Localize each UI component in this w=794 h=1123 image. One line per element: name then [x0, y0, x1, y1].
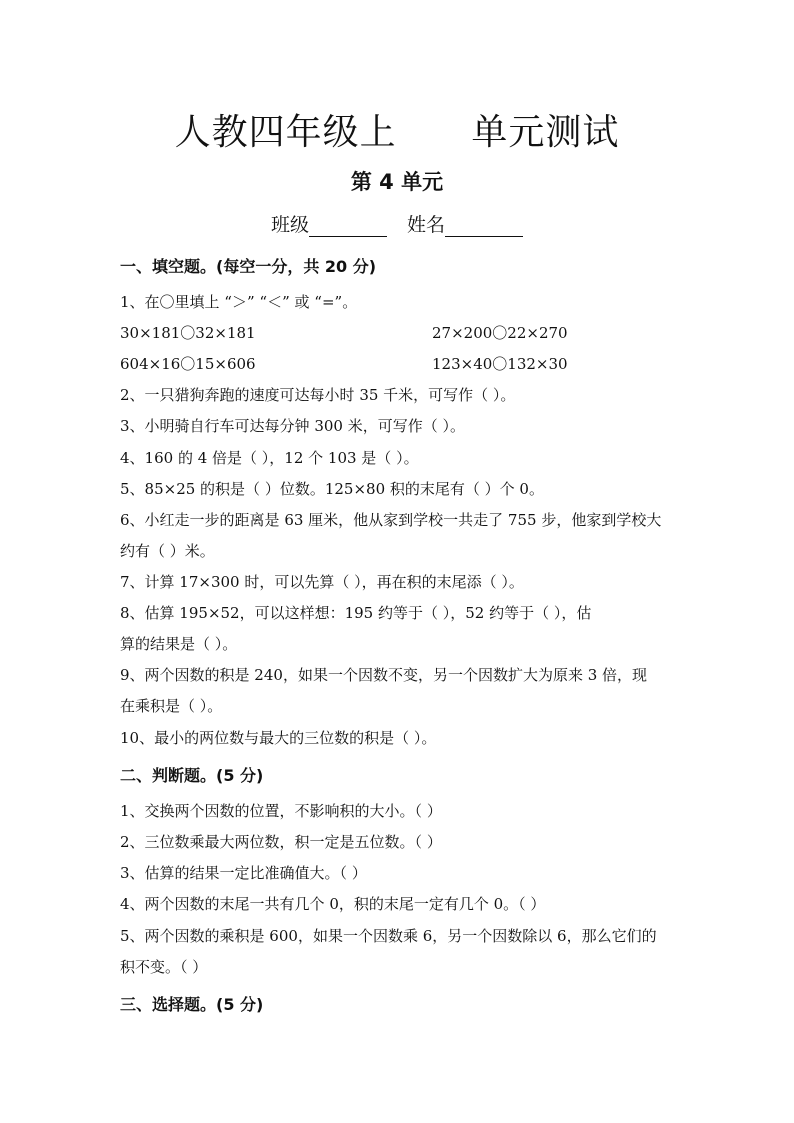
- question-judge-5-cont: 积不变。（ ）: [120, 958, 208, 976]
- question-judge-3: 3、估算的结果一定比准确值大。（ ）: [120, 864, 367, 882]
- page-title: 人教四年级上 单元测试: [174, 112, 620, 153]
- question-fill-6: 6、小红走一步的距离是 63 厘米，他从家到学校一共走了 755 步，他家到学校大: [120, 511, 662, 529]
- question-judge-1: 1、交换两个因数的位置，不影响积的大小。（ ）: [120, 802, 442, 820]
- question-fill-9: 9、两个因数的积是 240，如果一个因数不变，另一个因数扩大为原来 3 倍，现: [120, 666, 648, 684]
- question-fill-7: 7、计算 17×300 时，可以先算（ ），再在积的末尾添（ ）。: [120, 573, 524, 591]
- question-fill-3: 3、小明骑自行车可达每分钟 300 米，可写作（ ）。: [120, 417, 465, 435]
- class-name-line: [0, 210, 794, 237]
- question-judge-4: 4、两个因数的末尾一共有几个 0，积的末尾一定有几个 0。（ ）: [120, 895, 546, 913]
- class-blank: [309, 216, 387, 237]
- class-label: 班级: [270, 214, 309, 236]
- question-fill-6-cont: 约有（ ）米。: [120, 542, 215, 560]
- question-fill-4: 4、160 的 4 倍是（ ），12 个 103 是（ ）。: [120, 449, 419, 467]
- compare-item-b: 27×200〇22×270: [432, 324, 568, 342]
- section-choice: 三、选择题。(5 分): [120, 995, 264, 1014]
- compare-item-a: 30×181〇32×181: [120, 324, 256, 342]
- question-fill-8: 8、估算 195×52，可以这样想：195 约等于（ ），52 约等于（ ），估: [120, 604, 592, 622]
- compare-item-c: 604×16〇15×606: [120, 355, 256, 373]
- question-judge-5: 5、两个因数的乘积是 600，如果一个因数乘 6，另一个因数除以 6，那么它们的: [120, 927, 657, 945]
- compare-item-d: 123×40〇132×30: [432, 355, 568, 373]
- section-fill-in: 一、填空题。(每空一分，共 20 分): [120, 257, 377, 276]
- unit-subtitle: 第 4 单元: [350, 170, 444, 194]
- question-fill-8-cont: 算的结果是（ ）。: [120, 635, 238, 653]
- question-fill-5: 5、85×25 的积是（ ）位数。125×80 积的末尾有（ ）个 0。: [120, 480, 544, 498]
- question-fill-10: 10、最小的两位数与最大的三位数的积是（ ）。: [120, 729, 437, 747]
- question-fill-1: 1、在〇里填上 “＞” “＜” 或 “=”。: [120, 293, 358, 311]
- question-fill-9-cont: 在乘积是（ ）。: [120, 697, 223, 715]
- section-judge: 二、判断题。(5 分): [120, 766, 264, 785]
- question-judge-2: 2、三位数乘最大两位数，积一定是五位数。（ ）: [120, 833, 442, 851]
- question-fill-2: 2、一只猎狗奔跑的速度可达每小时 35 千米，可写作（ ）。: [120, 386, 516, 404]
- name-blank: [445, 216, 523, 237]
- name-label: 姓名: [407, 214, 446, 236]
